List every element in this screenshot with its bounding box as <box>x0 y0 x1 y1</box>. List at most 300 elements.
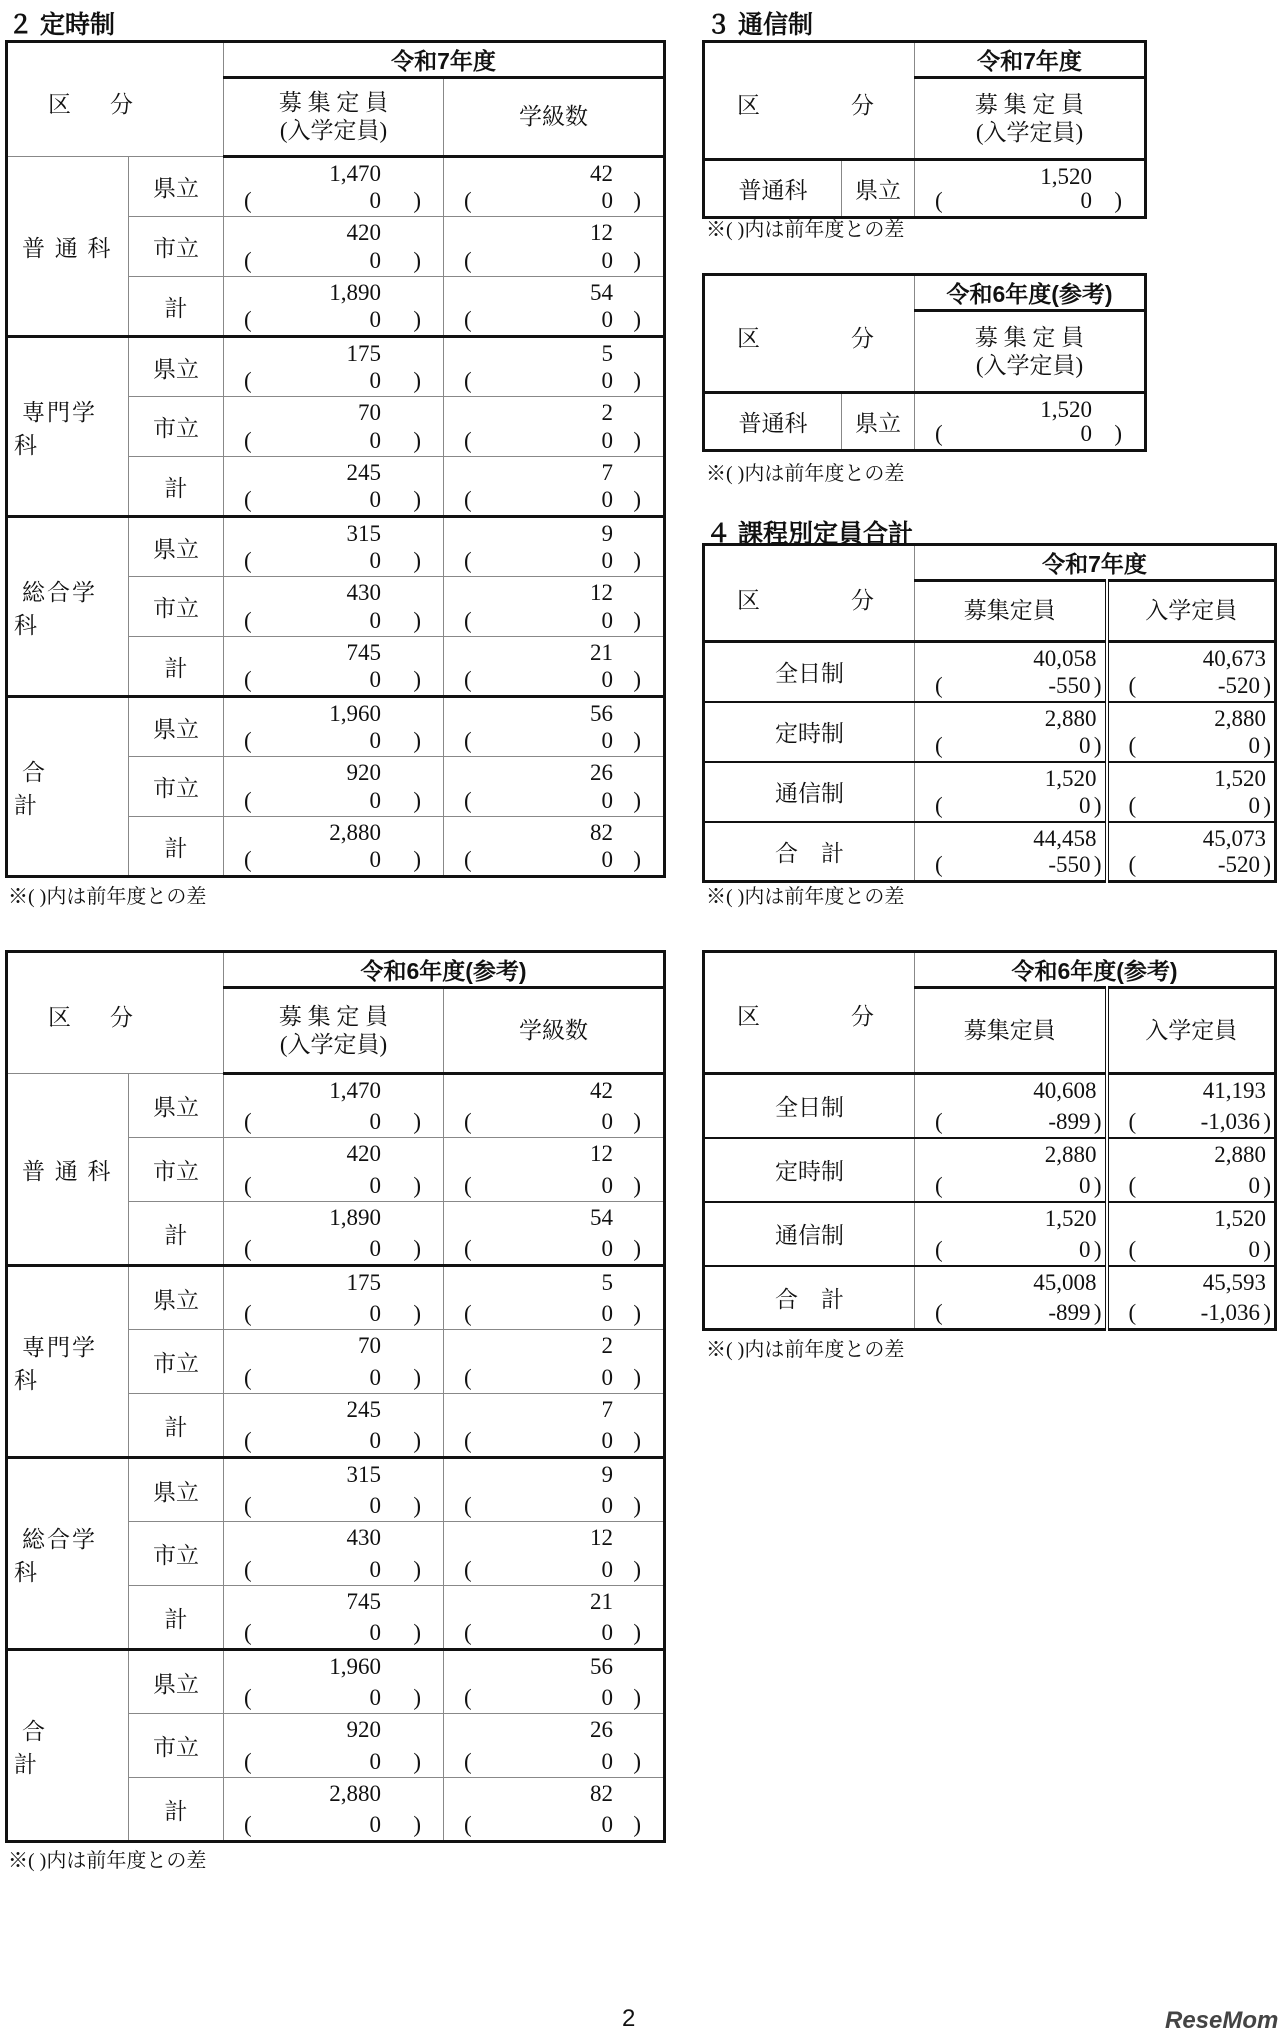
value: 56 <box>590 1654 613 1679</box>
number-cell <box>915 160 1146 218</box>
table-row <box>704 1266 1276 1330</box>
table-row <box>704 1202 1276 1266</box>
open-paren: ( <box>464 1301 472 1326</box>
open-paren: ( <box>1128 1172 1137 1198</box>
number-cell <box>444 1202 665 1266</box>
diff-value: 0 <box>369 1685 381 1710</box>
open-paren: ( <box>244 728 252 753</box>
cap-header-sub: (入学定員) <box>975 352 1084 378</box>
number-cell <box>444 397 665 457</box>
diff-value: 0 <box>369 1236 381 1261</box>
close-paren: ) <box>633 728 642 753</box>
diff-value: 0 <box>601 1109 613 1134</box>
value: 420 <box>346 220 381 245</box>
close-paren: ) <box>413 428 421 453</box>
number-cell <box>1107 702 1276 762</box>
open-paren: ( <box>244 788 252 813</box>
course-label: 普通科 <box>738 411 808 436</box>
open-paren: ( <box>1128 792 1137 818</box>
open-paren: ( <box>244 608 252 633</box>
open-paren: ( <box>935 1172 943 1198</box>
open-paren: ( <box>464 667 472 692</box>
number-cell <box>224 397 444 457</box>
number-cell <box>444 697 665 757</box>
row-label: 市立 <box>153 1735 199 1760</box>
teiji-r6-note: ※( )内は前年度との差 <box>8 1850 207 1872</box>
kubun-bun: 分 <box>851 1004 874 1030</box>
number-cell <box>915 1138 1107 1202</box>
diff-value: 0 <box>369 1428 381 1453</box>
diff-value: 0 <box>369 1365 381 1390</box>
close-paren: ) <box>633 1749 641 1774</box>
open-paren: ( <box>244 487 252 512</box>
kubun-bun: 分 <box>110 1004 133 1030</box>
diff-value: 0 <box>369 1301 381 1326</box>
open-paren: ( <box>464 307 472 332</box>
value: 21 <box>590 1589 613 1614</box>
row-label: 県立 <box>855 411 901 436</box>
row-label: 市立 <box>153 1351 199 1376</box>
year-header: 令和7年度 <box>915 42 1146 78</box>
open-paren: ( <box>464 188 472 213</box>
group-label: 専門学科 <box>14 1334 97 1393</box>
resemom-logo: ReseMom <box>1165 2007 1279 2034</box>
number-cell <box>444 637 665 697</box>
diff-value: 0 <box>601 608 614 633</box>
close-paren: ) <box>1093 672 1102 698</box>
close-paren: ) <box>633 428 642 453</box>
value: 1,520 <box>1214 1205 1266 1231</box>
number-cell <box>915 393 1146 451</box>
value: 1,960 <box>329 1654 381 1679</box>
row-label: 県立 <box>153 1095 199 1120</box>
course-label: 普通科 <box>738 178 808 203</box>
row-label: 計 <box>164 835 188 861</box>
number-cell <box>444 817 665 877</box>
number-cell <box>224 817 444 877</box>
row-label: 定時制 <box>775 1159 844 1184</box>
diff-value: 0 <box>369 608 381 633</box>
number-cell <box>224 1138 444 1202</box>
kubun-ku: 区 <box>737 1004 760 1030</box>
close-paren: ) <box>1093 1172 1102 1198</box>
tsushin-table <box>702 40 1147 219</box>
row-label: 通信制 <box>775 781 844 806</box>
row-label: 市立 <box>153 236 199 261</box>
open-paren: ( <box>464 487 472 512</box>
open-paren: ( <box>464 428 472 453</box>
cap-header: 募 集 定 員 <box>974 91 1085 117</box>
close-paren: ) <box>413 788 421 813</box>
open-paren: ( <box>935 792 943 818</box>
course-total-table <box>702 543 1277 883</box>
number-cell <box>224 1266 444 1330</box>
value: 920 <box>346 760 381 785</box>
row-label: 全日制 <box>775 661 844 687</box>
number-cell <box>224 277 444 337</box>
number-cell <box>915 702 1107 762</box>
open-paren: ( <box>464 1557 472 1582</box>
group-label: 総合学科 <box>14 1526 97 1585</box>
page-number: 2 <box>622 2005 636 2032</box>
diff-value: 0 <box>369 1749 381 1774</box>
value: 1,520 <box>1040 397 1092 422</box>
diff-value: 0 <box>369 1812 381 1837</box>
number-cell <box>444 1650 665 1714</box>
row-label: 県立 <box>153 176 199 201</box>
row-label: 市立 <box>153 1543 199 1568</box>
diff-value: -1,036 <box>1200 1300 1260 1325</box>
number-cell <box>915 1202 1107 1266</box>
close-paren: ) <box>413 847 421 872</box>
value: 420 <box>346 1141 381 1166</box>
number-cell <box>224 1458 444 1522</box>
diff-value: -520 <box>1217 672 1261 698</box>
kubun-ku: 区 <box>737 325 760 351</box>
diff-value: -1,036 <box>1200 1108 1260 1134</box>
diff-value: 0 <box>601 667 614 692</box>
close-paren: ) <box>633 1236 641 1261</box>
number-cell <box>444 1394 665 1458</box>
number-cell <box>224 637 444 697</box>
open-paren: ( <box>1128 1108 1137 1134</box>
close-paren: ) <box>633 1493 641 1518</box>
kubun-bun: 分 <box>851 325 874 351</box>
total-r7-note: ※( )内は前年度との差 <box>706 886 905 908</box>
value: 175 <box>346 341 381 366</box>
table-row <box>704 393 1146 451</box>
kubun-ku: 区 <box>737 587 760 613</box>
group-label: 普 通 科 <box>22 235 113 261</box>
kubun-bun: 分 <box>851 92 874 118</box>
close-paren: ) <box>1263 792 1272 818</box>
close-paren: ) <box>413 307 421 332</box>
number-cell <box>1107 762 1276 822</box>
table-row <box>704 1138 1276 1202</box>
diff-value: 0 <box>1248 792 1261 818</box>
value: 1,520 <box>1214 765 1267 791</box>
value: 2,880 <box>1214 705 1267 731</box>
diff-value: -520 <box>1217 852 1261 877</box>
close-paren: ) <box>633 1173 641 1198</box>
number-cell <box>224 217 444 277</box>
diff-value: 0 <box>369 1557 381 1582</box>
value: 12 <box>590 580 614 605</box>
diff-value: 0 <box>369 1109 381 1134</box>
row-label: 県立 <box>855 178 901 203</box>
diff-value: 0 <box>601 1620 613 1645</box>
open-paren: ( <box>464 368 472 393</box>
close-paren: ) <box>633 788 642 813</box>
row-label: 計 <box>164 295 188 321</box>
value: 245 <box>346 460 381 485</box>
close-paren: ) <box>1114 421 1122 446</box>
diff-value: 0 <box>601 487 614 512</box>
group-label: 専門学科 <box>14 399 97 458</box>
open-paren: ( <box>464 548 472 573</box>
close-paren: ) <box>413 1173 421 1198</box>
number-cell <box>1107 1202 1276 1266</box>
diff-value: 0 <box>1248 1172 1260 1198</box>
diff-value: 0 <box>1079 792 1091 818</box>
row-label: 県立 <box>153 716 199 742</box>
row-label: 計 <box>164 1222 188 1248</box>
value: 70 <box>358 1333 381 1358</box>
open-paren: ( <box>464 788 472 813</box>
kubun-ku: 区 <box>48 1004 71 1030</box>
close-paren: ) <box>413 1428 421 1453</box>
close-paren: ) <box>633 847 642 872</box>
diff-value: 0 <box>369 1620 381 1645</box>
table-row <box>704 1074 1276 1138</box>
close-paren: ) <box>413 188 421 213</box>
table-row <box>7 1266 665 1330</box>
tsushin-r6-note: ※( )内は前年度との差 <box>706 463 905 485</box>
year-header: 令和6年度(参考) <box>915 952 1276 988</box>
diff-value: 0 <box>369 487 381 512</box>
row-label: 県立 <box>153 356 199 382</box>
open-paren: ( <box>244 548 252 573</box>
number-cell <box>1107 1074 1276 1138</box>
value: 5 <box>601 1270 613 1295</box>
value: 12 <box>590 220 614 245</box>
number-cell <box>444 157 665 217</box>
number-cell <box>224 1586 444 1650</box>
open-paren: ( <box>244 1428 252 1453</box>
value: 315 <box>346 521 381 546</box>
year-header: 令和6年度(参考) <box>915 275 1146 311</box>
number-cell <box>1107 642 1276 702</box>
open-paren: ( <box>244 667 252 692</box>
close-paren: ) <box>633 548 642 573</box>
diff-value: 0 <box>601 188 614 213</box>
open-paren: ( <box>244 1557 252 1582</box>
diff-value: 0 <box>601 1685 613 1710</box>
admit-header: 入学定員 <box>1145 1017 1238 1043</box>
cap-header-sub: (入学定員) <box>975 119 1084 145</box>
table-row <box>7 1074 665 1138</box>
close-paren: ) <box>413 1557 421 1582</box>
row-label: 県立 <box>153 536 199 562</box>
diff-value: 0 <box>601 1812 613 1837</box>
close-paren: ) <box>1263 1236 1271 1262</box>
value: 5 <box>601 341 614 366</box>
close-paren: ) <box>1093 852 1102 877</box>
number-cell <box>915 822 1107 882</box>
value: 2,880 <box>1044 705 1097 731</box>
number-cell <box>224 1074 444 1138</box>
number-cell <box>1107 822 1276 882</box>
kubun-bun: 分 <box>110 91 133 117</box>
value: 7 <box>601 1397 613 1422</box>
table-row <box>7 1458 665 1522</box>
close-paren: ) <box>633 1685 641 1710</box>
value: 9 <box>601 1462 613 1487</box>
diff-value: 0 <box>369 1493 381 1518</box>
value: 9 <box>601 521 614 546</box>
value: 315 <box>346 1462 381 1487</box>
open-paren: ( <box>244 847 252 872</box>
teiji-table <box>5 950 666 1843</box>
open-paren: ( <box>464 1428 472 1453</box>
value: 2,880 <box>329 820 381 845</box>
close-paren: ) <box>1263 852 1272 877</box>
cap-header-sub: (入学定員) <box>279 1031 388 1057</box>
value: 1,960 <box>329 701 381 726</box>
value: 745 <box>346 1589 381 1614</box>
number-cell <box>444 217 665 277</box>
open-paren: ( <box>464 1685 472 1710</box>
open-paren: ( <box>244 428 252 453</box>
open-paren: ( <box>935 1300 943 1325</box>
class-count-header: 学級数 <box>519 104 588 130</box>
section2-title: ２ 定時制 <box>8 11 115 39</box>
number-cell <box>444 517 665 577</box>
value: 1,520 <box>1044 765 1097 791</box>
number-cell <box>444 1778 665 1842</box>
number-cell <box>224 1330 444 1394</box>
row-label: 計 <box>164 1606 188 1632</box>
value: 1,890 <box>329 1205 381 1230</box>
open-paren: ( <box>1128 852 1137 877</box>
number-cell <box>224 757 444 817</box>
number-cell <box>444 1266 665 1330</box>
close-paren: ) <box>1263 1300 1271 1325</box>
group-label: 普 通 科 <box>22 1158 113 1184</box>
diff-value: 0 <box>369 728 381 753</box>
value: 7 <box>601 460 614 485</box>
close-paren: ) <box>1093 1236 1102 1262</box>
value: 2,880 <box>1214 1141 1266 1167</box>
close-paren: ) <box>413 1493 421 1518</box>
diff-value: 0 <box>601 307 614 332</box>
diff-value: 0 <box>369 368 381 393</box>
diff-value: 0 <box>1079 1172 1091 1198</box>
cap-header: 募 集 定 員 <box>278 1003 389 1029</box>
open-paren: ( <box>935 188 943 213</box>
value: 175 <box>346 1270 381 1295</box>
row-label: 計 <box>164 655 188 681</box>
number-cell <box>224 697 444 757</box>
table-row <box>7 1650 665 1714</box>
open-paren: ( <box>244 1493 252 1518</box>
close-paren: ) <box>633 667 642 692</box>
diff-value: 0 <box>369 1173 381 1198</box>
number-cell <box>224 1394 444 1458</box>
value: 40,058 <box>1033 646 1097 671</box>
close-paren: ) <box>1093 732 1102 758</box>
diff-value: 0 <box>601 248 614 273</box>
close-paren: ) <box>1263 732 1272 758</box>
row-label: 合 計 <box>775 840 844 866</box>
close-paren: ) <box>633 1812 641 1837</box>
open-paren: ( <box>1128 672 1137 698</box>
value: 1,470 <box>329 161 381 186</box>
diff-value: -899 <box>1048 1108 1091 1134</box>
close-paren: ) <box>413 1236 421 1261</box>
close-paren: ) <box>413 1749 421 1774</box>
open-paren: ( <box>464 1109 472 1134</box>
close-paren: ) <box>633 1557 641 1582</box>
kubun-ku: 区 <box>48 91 71 117</box>
value: 2,880 <box>329 1781 381 1806</box>
open-paren: ( <box>1128 1236 1137 1262</box>
tsushin-r7-note: ※( )内は前年度との差 <box>706 219 905 241</box>
kubun-bun: 分 <box>851 587 874 613</box>
class-count-header: 学級数 <box>519 1017 588 1043</box>
open-paren: ( <box>244 188 252 213</box>
row-label: 県立 <box>153 1287 199 1313</box>
close-paren: ) <box>413 248 421 273</box>
close-paren: ) <box>633 1620 641 1645</box>
value: 2 <box>601 1333 613 1358</box>
value: 920 <box>346 1717 381 1742</box>
open-paren: ( <box>244 1301 252 1326</box>
close-paren: ) <box>413 667 421 692</box>
number-cell <box>224 1650 444 1714</box>
value: 26 <box>590 760 614 785</box>
row-label: 市立 <box>153 596 199 621</box>
cap-header: 募 集 定 員 <box>974 324 1085 350</box>
close-paren: ) <box>633 188 642 213</box>
close-paren: ) <box>413 1365 421 1390</box>
number-cell <box>224 157 444 217</box>
close-paren: ) <box>1093 1300 1102 1325</box>
value: 2,880 <box>1044 1141 1097 1167</box>
close-paren: ) <box>413 368 421 393</box>
value: 21 <box>590 640 614 665</box>
close-paren: ) <box>413 1812 421 1837</box>
open-paren: ( <box>464 248 472 273</box>
close-paren: ) <box>633 1365 641 1390</box>
open-paren: ( <box>244 1365 252 1390</box>
cap-header-sub: (入学定員) <box>279 118 388 143</box>
diff-value: -550 <box>1048 672 1091 698</box>
value: 54 <box>590 1205 613 1230</box>
number-cell <box>1107 1266 1276 1330</box>
row-label: 全日制 <box>775 1095 844 1121</box>
tsushin-table <box>702 273 1147 452</box>
value: 40,608 <box>1033 1078 1097 1103</box>
diff-value: 0 <box>369 788 381 813</box>
open-paren: ( <box>244 248 252 273</box>
row-label: 通信制 <box>775 1223 844 1248</box>
group-label: 合 計 <box>14 759 97 818</box>
close-paren: ) <box>1263 1108 1271 1134</box>
close-paren: ) <box>633 1428 641 1453</box>
number-cell <box>224 457 444 517</box>
value: 245 <box>346 1397 381 1422</box>
value: 56 <box>590 701 614 726</box>
open-paren: ( <box>244 1749 252 1774</box>
open-paren: ( <box>464 1236 472 1261</box>
year-header: 令和6年度(参考) <box>224 952 665 988</box>
close-paren: ) <box>413 1620 421 1645</box>
row-label: 市立 <box>153 776 199 801</box>
diff-value: 0 <box>601 1365 613 1390</box>
close-paren: ) <box>633 1109 641 1134</box>
open-paren: ( <box>464 1812 472 1837</box>
number-cell <box>444 337 665 397</box>
recruit-header: 募集定員 <box>963 598 1056 624</box>
value: 70 <box>358 400 381 425</box>
table-row <box>7 157 665 217</box>
open-paren: ( <box>464 1493 472 1518</box>
recruit-header: 募集定員 <box>963 1017 1056 1043</box>
diff-value: 0 <box>601 1173 613 1198</box>
number-cell <box>224 1202 444 1266</box>
number-cell <box>224 1522 444 1586</box>
